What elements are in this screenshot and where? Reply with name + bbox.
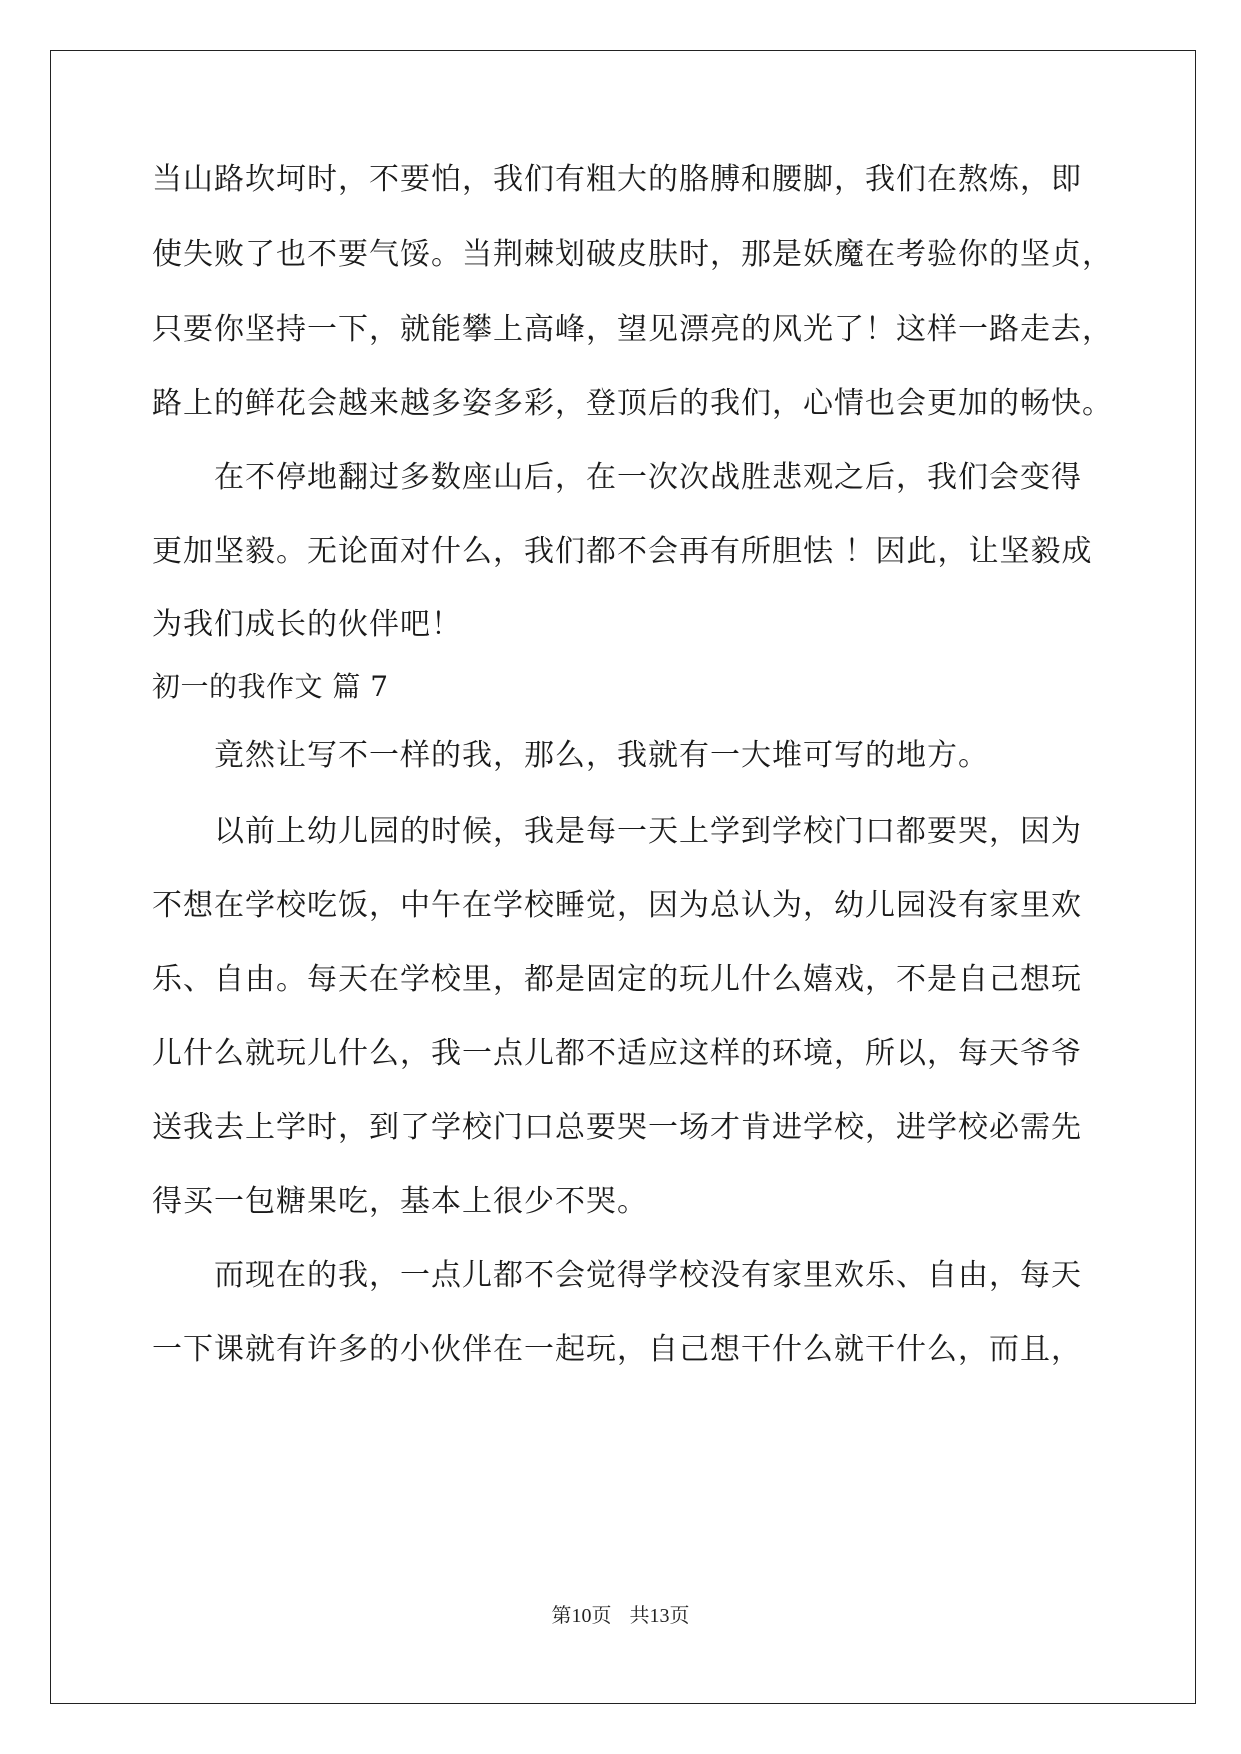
paragraph-line: 竟然让写不一样的我，那么，我就有一大堆可写的地方。 [214,738,989,773]
paragraph-line: 只要你坚持一下，就能攀上高峰，望见漂亮的风光了！这样一路走去， [152,312,1113,347]
paragraph-line: 当山路坎坷时，不要怕，我们有粗大的胳膊和腰脚，我们在熬炼，即 [152,162,1082,197]
paragraph-line: 送我去上学时，到了学校门口总要哭一场才肯进学校，进学校必需先 [152,1110,1082,1145]
paragraph-line: 更加坚毅。无论面对什么，我们都不会再有所胆怯 ！因此，让坚毅成 [152,534,1093,569]
page-total: 共13页 [629,1605,690,1627]
paragraph-line: 儿什么就玩儿什么，我一点儿都不适应这样的环境，所以，每天爷爷 [152,1036,1082,1071]
paragraph-line: 不想在学校吃饭，中午在学校睡觉，因为总认为，幼儿园没有家里欢 [152,888,1082,923]
page-number: 第10页 [551,1605,612,1627]
page-footer [0,1604,1241,1628]
section-heading: 初一的我作文 篇 7 [152,670,389,703]
paragraph-line: 而现在的我，一点儿都不会觉得学校没有家里欢乐、自由，每天 [214,1258,1082,1293]
paragraph-line: 在不停地翻过多数座山后，在一次次战胜悲观之后，我们会变得 [214,460,1082,495]
paragraph-line: 一下课就有许多的小伙伴在一起玩，自己想干什么就干什么，而且， [152,1332,1082,1367]
paragraph-line: 以前上幼儿园的时候，我是每一天上学到学校门口都要哭，因为 [214,814,1082,849]
paragraph-line: 得买一包糖果吃，基本上很少不哭。 [152,1184,648,1219]
paragraph-line: 乐、自由。每天在学校里，都是固定的玩儿什么嬉戏，不是自己想玩 [152,962,1082,997]
page-border [50,50,1196,1704]
paragraph-line: 为我们成长的伙伴吧！ [152,607,462,642]
paragraph-line: 路上的鲜花会越来越多姿多彩，登顶后的我们，心情也会更加的畅快。 [152,386,1113,421]
paragraph-line: 使失败了也不要气馁。当荆棘划破皮肤时，那是妖魔在考验你的坚贞， [152,237,1113,272]
